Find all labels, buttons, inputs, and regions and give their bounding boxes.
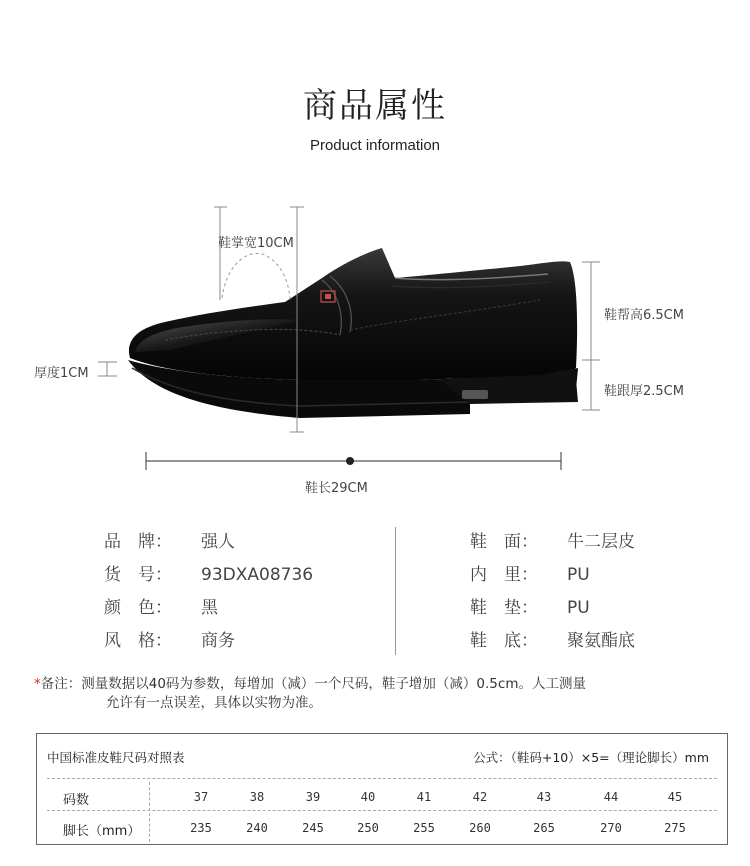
attr-insole <box>470 593 590 618</box>
length-label: 鞋长29CM <box>305 481 368 496</box>
attr-value: PU <box>567 565 590 585</box>
table-column-divider <box>149 782 150 842</box>
page-title: 商品属性 <box>303 86 447 126</box>
attr-value: 黑 <box>201 598 218 618</box>
size-chart-formula: 公式：（鞋码+10）×5=（理论脚长）mm <box>473 750 709 765</box>
page-subtitle: Product information <box>309 137 441 154</box>
table-divider <box>47 810 717 811</box>
size-chart-table <box>36 733 728 845</box>
attr-key: 颜 色： <box>104 598 172 618</box>
thickness-label: 厚度1CM <box>34 366 89 381</box>
heel-thickness-label: 鞋跟厚2.5CM <box>604 384 684 399</box>
attr-value: 强人 <box>201 532 235 552</box>
row-label-size: 码数 <box>63 793 90 808</box>
attributes-divider <box>395 527 396 655</box>
attr-upper-material <box>470 527 635 552</box>
attr-key: 货 号： <box>104 565 172 585</box>
size-chart-title: 中国标准皮鞋尺码对照表 <box>47 750 185 765</box>
shoe-image <box>0 190 750 500</box>
size-cell: 44 <box>603 790 619 804</box>
foot-length-cell: 265 <box>533 821 555 835</box>
attr-key: 风 格： <box>104 631 172 651</box>
foot-length-cell: 270 <box>600 821 622 835</box>
size-cell: 43 <box>536 790 552 804</box>
forefoot-width-label: 鞋掌宽10CM <box>218 236 294 251</box>
measurement-note <box>34 675 724 713</box>
attr-item-number <box>104 560 313 585</box>
note-line-1: 备注：测量数据以40码为参数，每增加（减）一个尺码，鞋子增加（减）0.5cm。人工测量 <box>40 676 586 692</box>
foot-length-cell: 255 <box>413 821 435 835</box>
row-label-foot-length: 脚长（mm） <box>63 824 141 839</box>
attr-color <box>104 593 218 618</box>
foot-length-cell: 245 <box>302 821 324 835</box>
size-cell: 42 <box>472 790 488 804</box>
note-line-2: 允许有一点误差，具体以实物为准。 <box>106 695 322 711</box>
upper-height-label: 鞋帮高6.5CM <box>604 308 684 323</box>
foot-length-cell: 240 <box>246 821 268 835</box>
size-cell: 37 <box>193 790 209 804</box>
attr-value: 93DXA08736 <box>201 565 314 585</box>
foot-length-cell: 250 <box>357 821 379 835</box>
table-divider <box>47 778 717 779</box>
attr-value: PU <box>567 598 590 618</box>
attr-key: 鞋 垫： <box>470 598 538 618</box>
attr-value: 聚氨酯底 <box>567 631 635 651</box>
note-asterisk: * <box>34 676 41 692</box>
attr-outsole <box>470 626 635 651</box>
attr-value: 牛二层皮 <box>567 532 635 552</box>
attr-key: 品 牌： <box>104 532 172 552</box>
attr-value: 商务 <box>201 631 235 651</box>
attr-style <box>104 626 235 651</box>
attr-key: 鞋 面： <box>470 532 538 552</box>
foot-length-cell: 235 <box>190 821 212 835</box>
size-cell: 45 <box>667 790 683 804</box>
foot-length-cell: 275 <box>664 821 686 835</box>
size-cell: 38 <box>249 790 265 804</box>
size-cell: 39 <box>305 790 321 804</box>
shoe-diagram <box>0 190 750 500</box>
attr-key: 内 里： <box>470 565 538 585</box>
attr-key: 鞋 底： <box>470 631 538 651</box>
attr-lining <box>470 560 590 585</box>
size-cell: 41 <box>416 790 432 804</box>
attr-brand <box>104 527 235 552</box>
size-cell: 40 <box>360 790 376 804</box>
foot-length-cell: 260 <box>469 821 491 835</box>
